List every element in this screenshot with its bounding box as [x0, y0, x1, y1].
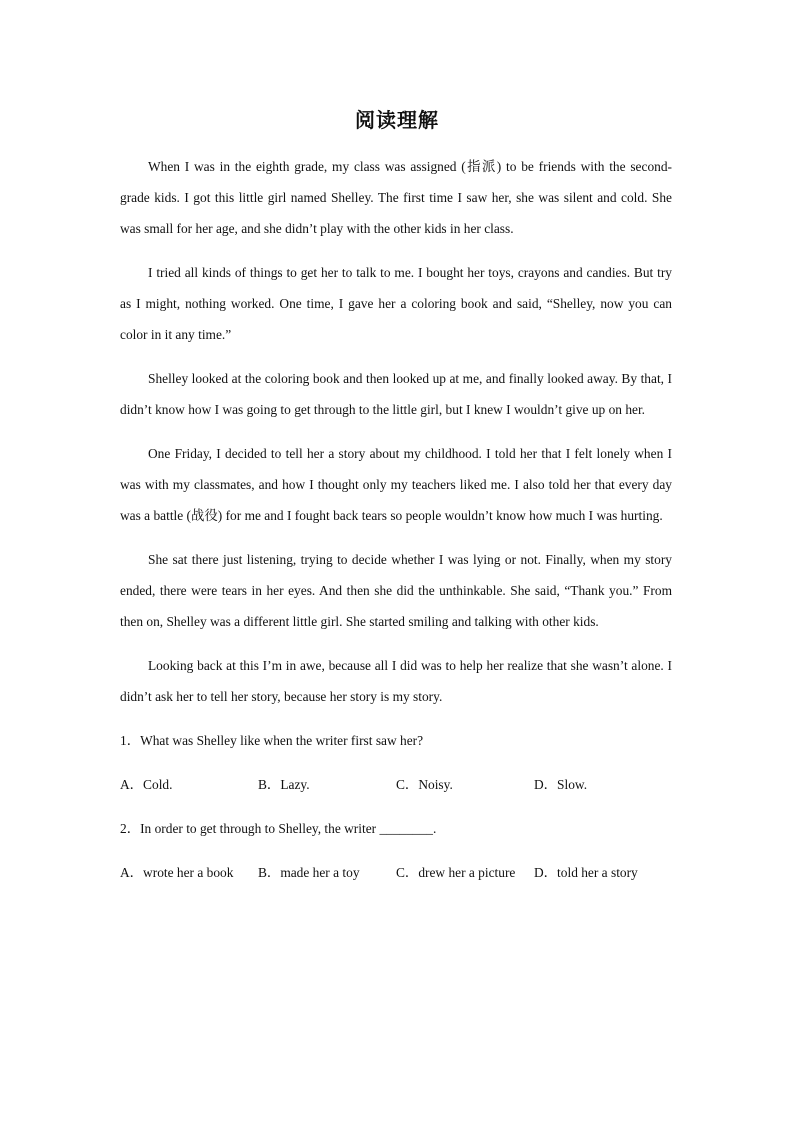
paragraph-5: She sat there just listening, trying to decide whether I was lying or not. Finally, when my story ended, there were tears in her eyes. And then she did the unthinkable. She said, “Thank you.” From then on, Shelley was a different little girl. She started smiling and talking with other kids. — [120, 552, 672, 629]
paragraph-3: Shelley looked at the coloring book and then looked up at me, and finally looked away. By that, I didn’t know how I was going to get through to the little girl, but I knew I wouldn’t give up on her. — [120, 371, 672, 417]
paragraph-1: When I was in the eighth grade, my class was assigned (指派) to be friends with the second-grade kids. I got this little girl named Shelley. The first time I saw her, she was silent and cold. She was small for her age, and she didn’t play with the other kids in her class. — [120, 159, 672, 236]
page-title: 阅读理解 — [355, 110, 439, 132]
question-1-options — [120, 769, 672, 800]
paragraph-2: I tried all kinds of things to get her to talk to me. I bought her toys, crayons and candies. But try as I might, nothing worked. One time, I gave her a coloring book and said, “Shelley, now you can color in it any time.” — [120, 265, 672, 342]
question-2-options — [120, 857, 672, 888]
question-2-option-d: D．told her a story — [534, 865, 638, 880]
question-1-option-b: B．Lazy. — [258, 777, 310, 792]
question-1-option-d: D．Slow. — [534, 777, 588, 792]
reading-passage — [120, 151, 672, 901]
question-2: 2．In order to get through to Shelley, the writer ________. — [120, 821, 437, 836]
question-2-option-b: B．made her a toy — [258, 865, 360, 880]
question-1: 1．What was Shelley like when the writer first saw her? — [120, 733, 424, 748]
question-2-option-c: C．drew her a picture — [396, 865, 516, 880]
question-1-option-c: C．Noisy. — [396, 777, 453, 792]
question-2-option-a: A．wrote her a book — [120, 865, 234, 880]
paragraph-4: One Friday, I decided to tell her a story about my childhood. I told her that I felt lonely when I was with my classmates, and how I thought only my teachers liked me. I also told her that every day was a battle (战役) for me and I fought back tears so people wouldn’t know how much I was hurting. — [120, 446, 672, 523]
question-1-option-a: A．Cold. — [120, 777, 173, 792]
paragraph-6: Looking back at this I’m in awe, because all I did was to help her realize that she wasn’t alone. I didn’t ask her to tell her story, because her story is my story. — [120, 658, 672, 704]
